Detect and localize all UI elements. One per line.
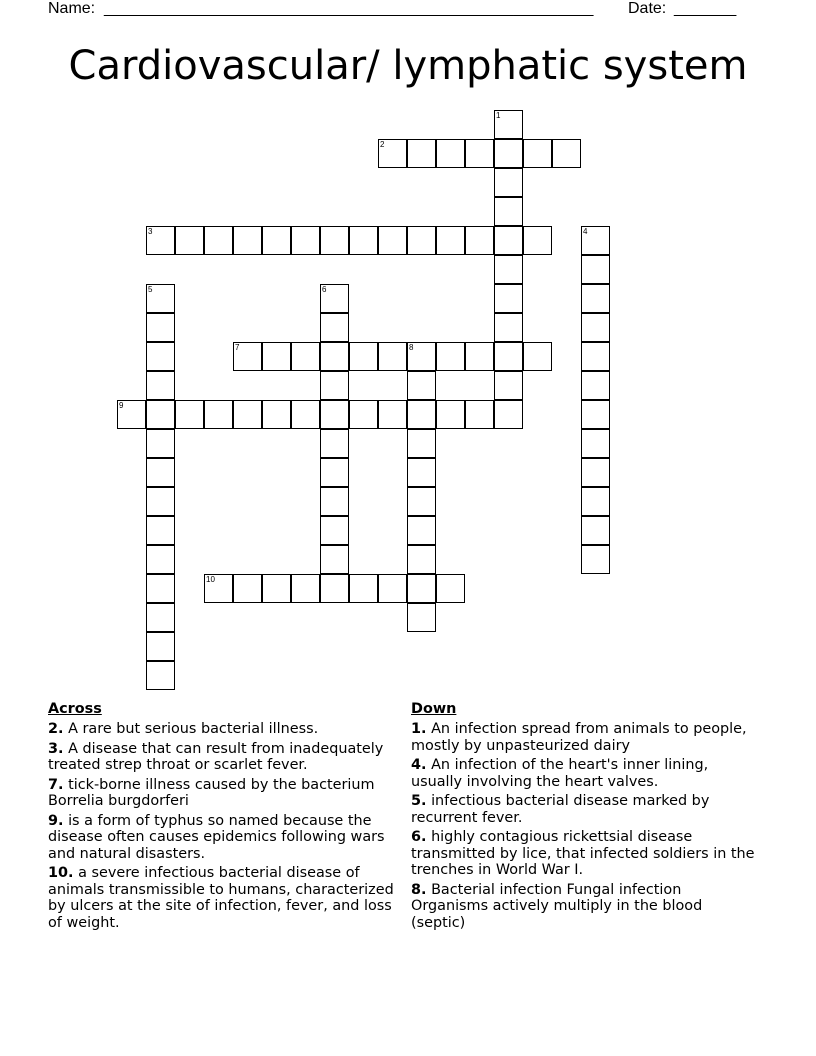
crossword-cell[interactable] — [436, 226, 465, 255]
crossword-cell[interactable] — [146, 226, 175, 255]
crossword-cell[interactable] — [581, 429, 610, 458]
crossword-cell[interactable] — [378, 226, 407, 255]
cell-number: 2 — [380, 140, 385, 149]
clue-text: is a form of typhus so named because the disease often causes epidemics following wars and natural disasters. — [48, 812, 385, 862]
crossword-cell[interactable] — [262, 574, 291, 603]
crossword-cell[interactable] — [581, 400, 610, 429]
crossword-cell[interactable] — [494, 371, 523, 400]
crossword-cell[interactable] — [378, 342, 407, 371]
down-heading: Down — [411, 701, 457, 717]
crossword-cell[interactable] — [552, 139, 581, 168]
clue-number: 8. — [411, 881, 427, 898]
cell-number: 10 — [206, 575, 215, 584]
clue-text: highly contagious rickettsial disease transmitted by lice, that infected soldiers in the trenches in World War I. — [411, 829, 755, 878]
crossword-cell[interactable] — [175, 400, 204, 429]
crossword-cell[interactable] — [320, 371, 349, 400]
crossword-cell[interactable] — [117, 400, 146, 429]
crossword-cell[interactable] — [349, 342, 378, 371]
clue-text: tick-borne illness caused by the bacterium Borrelia burgdorferi — [48, 776, 375, 809]
crossword-cell[interactable] — [262, 342, 291, 371]
crossword-cell[interactable] — [465, 139, 494, 168]
crossword-cell[interactable] — [291, 574, 320, 603]
across-clue — [48, 741, 408, 774]
crossword-cell[interactable] — [204, 400, 233, 429]
clue-number: 9. — [48, 812, 64, 829]
crossword-cell[interactable] — [465, 226, 494, 255]
crossword-cell[interactable] — [204, 574, 233, 603]
crossword-cell[interactable] — [407, 603, 436, 632]
crossword-cell[interactable] — [378, 139, 407, 168]
across-clue — [48, 865, 408, 931]
crossword-cell[interactable] — [494, 197, 523, 226]
crossword-cell[interactable] — [378, 574, 407, 603]
crossword-cell[interactable] — [494, 110, 523, 139]
cell-number: 6 — [322, 285, 327, 294]
crossword-cell[interactable] — [581, 284, 610, 313]
crossword-cell[interactable] — [320, 516, 349, 545]
crossword-cell[interactable] — [291, 342, 320, 371]
crossword-cell[interactable] — [436, 574, 465, 603]
crossword-cell[interactable] — [233, 400, 262, 429]
crossword-cell[interactable] — [320, 284, 349, 313]
crossword-cell[interactable] — [233, 226, 262, 255]
crossword-cell[interactable] — [494, 255, 523, 284]
crossword-cell[interactable] — [407, 545, 436, 574]
crossword-cell[interactable] — [320, 342, 349, 371]
crossword-cell[interactable] — [146, 458, 175, 487]
crossword-cell[interactable] — [407, 139, 436, 168]
crossword-cell[interactable] — [407, 516, 436, 545]
down-clues — [411, 700, 756, 934]
crossword-cell[interactable] — [320, 487, 349, 516]
crossword-cell[interactable] — [320, 313, 349, 342]
date-blank-line[interactable]: _______ — [674, 0, 737, 17]
crossword-cell[interactable] — [494, 226, 523, 255]
crossword-cell[interactable] — [523, 139, 552, 168]
crossword-cell[interactable] — [407, 226, 436, 255]
crossword-cell[interactable] — [581, 313, 610, 342]
name-blank-line[interactable]: _______________________________________________________ — [104, 0, 594, 17]
clue-text: An infection of the heart's inner lining, usually involving the heart valves. — [411, 757, 709, 790]
crossword-cell[interactable] — [320, 400, 349, 429]
crossword-cell[interactable] — [581, 342, 610, 371]
crossword-cell[interactable] — [465, 342, 494, 371]
crossword-cell[interactable] — [581, 516, 610, 545]
cell-number: 3 — [148, 227, 153, 236]
crossword-cell[interactable] — [320, 574, 349, 603]
crossword-cell[interactable] — [494, 342, 523, 371]
crossword-cell[interactable] — [146, 342, 175, 371]
crossword-cell[interactable] — [581, 226, 610, 255]
crossword-cell[interactable] — [523, 226, 552, 255]
crossword-cell[interactable] — [581, 487, 610, 516]
across-clue — [48, 777, 408, 810]
crossword-cell[interactable] — [146, 516, 175, 545]
cell-number: 5 — [148, 285, 153, 294]
cell-number: 1 — [496, 111, 501, 120]
crossword-cell[interactable] — [175, 226, 204, 255]
page-title: Cardiovascular/ lymphatic system — [68, 43, 748, 89]
down-clue — [411, 793, 756, 826]
crossword-cell[interactable] — [581, 458, 610, 487]
across-clues — [48, 700, 408, 934]
crossword-cell[interactable] — [378, 400, 407, 429]
cell-number: 9 — [119, 401, 124, 410]
crossword-cell[interactable] — [523, 342, 552, 371]
crossword-cell[interactable] — [233, 342, 262, 371]
crossword-cell[interactable] — [436, 342, 465, 371]
crossword-cell[interactable] — [146, 574, 175, 603]
crossword-cell[interactable] — [146, 603, 175, 632]
crossword-cell[interactable] — [494, 400, 523, 429]
clue-number: 7. — [48, 776, 64, 793]
crossword-cell[interactable] — [349, 574, 378, 603]
clue-number: 10. — [48, 865, 74, 881]
crossword-cell[interactable] — [291, 400, 320, 429]
crossword-cell[interactable] — [436, 400, 465, 429]
down-clue — [411, 721, 756, 754]
clue-number: 3. — [48, 740, 64, 757]
crossword-cell[interactable] — [494, 168, 523, 197]
clue-number: 5. — [411, 793, 427, 809]
across-heading: Across — [48, 701, 102, 717]
crossword-cell[interactable] — [320, 429, 349, 458]
crossword-cell[interactable] — [146, 400, 175, 429]
crossword-cell[interactable] — [349, 226, 378, 255]
date-label: Date: — [628, 0, 667, 17]
crossword-cell[interactable] — [407, 371, 436, 400]
clue-text: Bacterial infection Fungal infection Organisms actively multiply in the blood (septic) — [411, 881, 703, 931]
down-clue — [411, 829, 756, 879]
crossword-cell[interactable] — [407, 574, 436, 603]
crossword-cell[interactable] — [494, 313, 523, 342]
crossword-cell[interactable] — [262, 400, 291, 429]
crossword-cell[interactable] — [494, 284, 523, 313]
across-clue — [48, 813, 408, 863]
cell-number: 4 — [583, 227, 588, 236]
crossword-cell[interactable] — [465, 400, 494, 429]
cell-number: 8 — [409, 343, 414, 352]
crossword-cell[interactable] — [349, 400, 378, 429]
crossword-cell[interactable] — [146, 545, 175, 574]
crossword-cell[interactable] — [581, 371, 610, 400]
crossword-cell[interactable] — [320, 458, 349, 487]
across-clue — [48, 721, 408, 738]
clue-number: 2. — [48, 721, 64, 737]
clue-text: A disease that can result from inadequately treated strep throat or scarlet fever. — [48, 740, 384, 773]
clue-text: An infection spread from animals to people, mostly by unpasteurized dairy — [411, 721, 747, 754]
clue-number: 4. — [411, 757, 427, 773]
crossword-cell[interactable] — [436, 139, 465, 168]
clue-text: a severe infectious bacterial disease of animals transmissible to humans, characterized by ulcers at the site of infection, fever, and loss of weight. — [48, 865, 394, 931]
down-clue — [411, 882, 756, 932]
crossword-cell[interactable] — [146, 661, 175, 690]
crossword-cell[interactable] — [581, 255, 610, 284]
crossword-cell[interactable] — [407, 429, 436, 458]
crossword-cell[interactable] — [233, 574, 262, 603]
clue-text: A rare but serious bacterial illness. — [68, 721, 319, 737]
crossword-cell[interactable] — [407, 458, 436, 487]
crossword-cell[interactable] — [146, 429, 175, 458]
clue-number: 6. — [411, 829, 427, 845]
crossword-cell[interactable] — [407, 342, 436, 371]
down-clue — [411, 757, 756, 790]
crossword-cell[interactable] — [407, 400, 436, 429]
clue-number: 1. — [411, 721, 427, 737]
crossword-cell[interactable] — [146, 632, 175, 661]
crossword-cell[interactable] — [146, 313, 175, 342]
name-label: Name: — [48, 0, 96, 17]
crossword-cell[interactable] — [320, 545, 349, 574]
crossword-cell[interactable] — [320, 226, 349, 255]
crossword-cell[interactable] — [262, 226, 291, 255]
clue-text: infectious bacterial disease marked by recurrent fever. — [411, 793, 710, 826]
crossword-cell[interactable] — [146, 371, 175, 400]
crossword-cell[interactable] — [146, 487, 175, 516]
crossword-cell[interactable] — [407, 487, 436, 516]
crossword-cell[interactable] — [204, 226, 233, 255]
crossword-cell[interactable] — [146, 284, 175, 313]
cell-number: 7 — [235, 343, 240, 352]
crossword-cell[interactable] — [581, 545, 610, 574]
crossword-cell[interactable] — [291, 226, 320, 255]
crossword-cell[interactable] — [494, 139, 523, 168]
